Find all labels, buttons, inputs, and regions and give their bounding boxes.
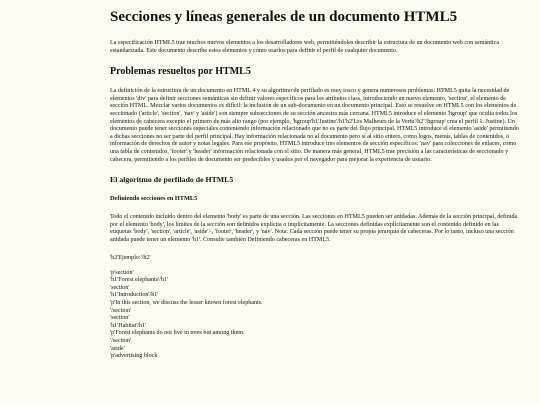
subheading: El algoritmo de perfilado de HTML5 [110, 175, 234, 185]
code-line: 'h1'Habitat'/h1' [110, 322, 147, 329]
section-heading: Problemas resueltos por HTML5 [110, 66, 251, 78]
code-line: 'h2'Ejemplo:'/h2' [110, 254, 151, 261]
code-line-blank [110, 262, 520, 270]
code-line: 'p'In this section, we discuss the lesser known forest elephants. [110, 300, 263, 307]
section-body-paragraph: La definición de la estructura de un documento en HTML 4 y su algoritmo de perfilado es muy tosco y genera numerosos problemas: HTML5 quita la necesidad de elementos 'div' para definir secciones semánticas sin definir valores específicos para los atributos class, introduciendo un nuevo elemento, 'section', el elemento de sección HTML. Mezclar varios documentos es difícil: la inclusión de un sub-documento en un documento principal. Esto se resuelve en HTML5 con los elementos de seccionado ('article', 'section', 'nav' y 'aside') son siempre subsecciones de su sección ancestra más cercana. HTML5 introduce el elemento 'hgroup' que oculta todos los elementos de cabecera excepto el primero de más alto rango (por ejemplo, 'hgroup'h1'Justine'/h1'h2'Les Malheurs de la Vertu'/h2''/hgroup' crea el perfil 1. Justine). Un documento puede tener secciones especiales conteniendo información relacionado que no es parte del flujo principal. HTML5 introduce el elemento 'aside' permitiendo a dichas secciones no ser parte del perfil principal. Hay información relacionada no al documento pero sí al sitio entero, como logos, menús, tablas de contenidos, o información de derechos de autor y notas legales. Para ese propósito, HTML5 introduce tres elementos de sección específicos: 'nav' para colecciones de enlaces, como una tabla de contenidos, 'footer' y 'header' información relacionada con el sitio. De manera más general, HTML5 trae precisión a las características de seccionado y cabecera, permitiendo a los perfiles de documento ser predecibles y usados por el navegador para mejorar la experiencia de usuario. [110, 88, 519, 163]
code-line: '/section' [110, 307, 132, 314]
code-line: 'h1'Introduction'/h1' [110, 292, 159, 299]
page-title: Secciones y líneas generales de un documento HTML5 [110, 9, 458, 25]
code-line: 'p'advertising block [110, 353, 158, 360]
code-line: 'section' [110, 315, 130, 322]
code-line: 'p'section' [110, 269, 134, 276]
subsubheading: Definiendo secciones en HTML5 [110, 195, 198, 203]
code-line: '/section' [110, 338, 132, 345]
subsection-body-paragraph: Todo el contenido incluido dentro del elemento 'body' es parte de una sección. Las secciones en HTML5 pueden ser anidadas. Además de la sección principal, definida por el elemento 'body', los límites de la sección son definidos explícita o implícitamente. La secciones definidas explícitamente son el contenido definido en las etiquetas 'body', 'section', 'article', 'aside'>, 'footer', 'header', y 'nav'. Nota: Cada sección puede tener su propia jerarquía de cabeceras. Por lo tanto, incluso una sección anidada puede tener un elemento 'h1'. Consulte también Definiendo cabeceras en HTML5. [110, 214, 518, 243]
code-line: 'h1'Forest elephants'/h1' [110, 277, 169, 284]
code-example [110, 255, 520, 361]
code-line: 'p'Forest elephants do not live in trees but among them. [110, 330, 245, 337]
code-line: 'aside' [110, 345, 125, 352]
intro-paragraph: La especificación HTML5 trae muchos nuevos elementos a los desarrolladores web, permitiéndoles describir la estructura de un documento web con semántica estandarizada. Este documento describe estos elementos y cómo usarlos para definir el perfil de cualquier documento. [110, 40, 500, 54]
code-line: 'section' [110, 284, 130, 291]
